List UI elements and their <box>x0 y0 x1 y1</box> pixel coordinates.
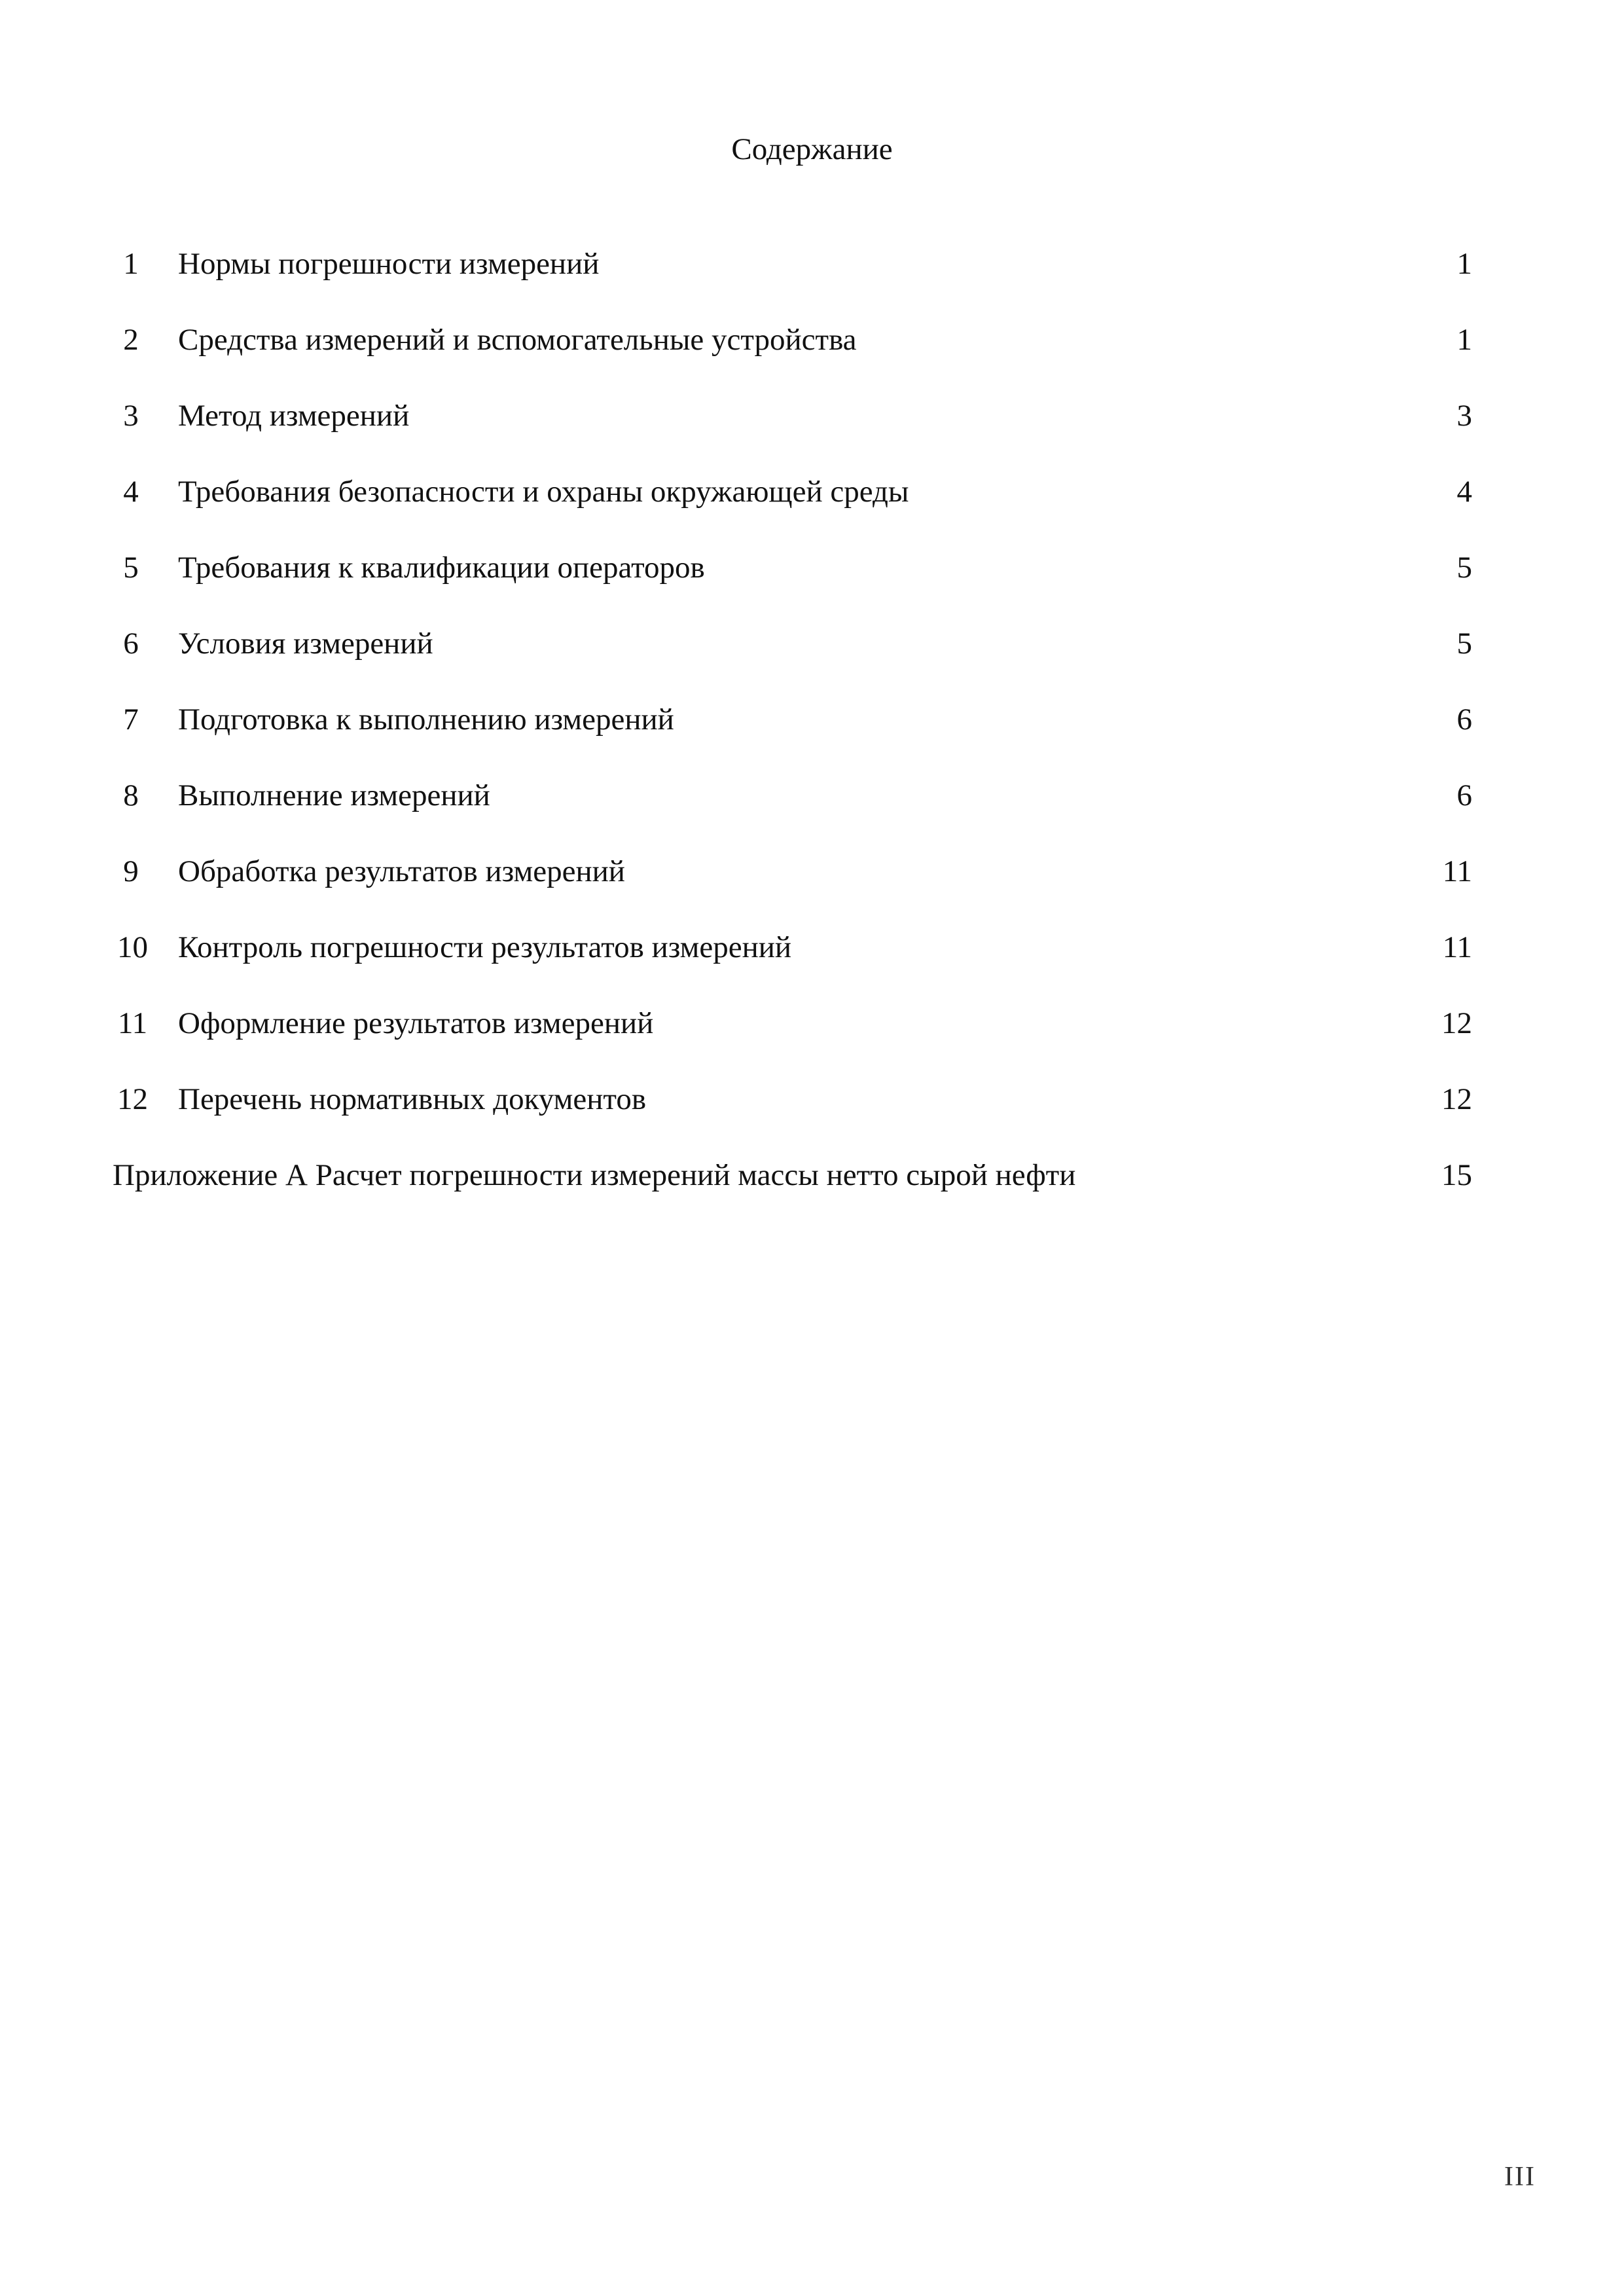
toc-entry <box>0 924 1624 970</box>
toc-entry-title: Средства измерений и вспомогательные устройства <box>178 323 857 357</box>
toc-entry-title: Выполнение измерений <box>178 778 490 812</box>
toc-entry-page: 1 <box>1456 323 1472 357</box>
toc-entry-title: Метод измерений <box>178 399 410 433</box>
toc-entry <box>0 621 1624 666</box>
toc-entry-page: 4 <box>1456 475 1472 509</box>
toc-entry-number: 2 <box>123 323 139 357</box>
toc-entry-page: 11 <box>1442 930 1472 964</box>
toc-entry <box>0 773 1624 818</box>
toc-entry-title: Обработка результатов измерений <box>178 854 625 888</box>
toc-entry-title: Подготовка к выполнению измерений <box>178 702 674 737</box>
toc-entry-number: 4 <box>123 475 139 509</box>
toc-entry-page: 11 <box>1442 854 1472 888</box>
toc-entry-number: 6 <box>123 627 139 661</box>
toc-entry-title: Оформление результатов измерений <box>178 1006 654 1040</box>
toc-entry-title: Условия измерений <box>178 627 433 661</box>
toc-entry-page: 12 <box>1441 1082 1472 1116</box>
toc-appendix-entry <box>0 1152 1624 1198</box>
toc-entry-title: Требования безопасности и охраны окружающей среды <box>178 475 909 509</box>
toc-entry-title: Требования к квалификации операторов <box>178 551 705 585</box>
toc-entry <box>0 393 1624 439</box>
toc-entry <box>0 241 1624 287</box>
toc-entry <box>0 1000 1624 1046</box>
toc-entry-number: 9 <box>123 854 139 888</box>
toc-entry-page: 5 <box>1456 627 1472 661</box>
toc-entry-number: 5 <box>123 551 139 585</box>
toc-entry-title: Контроль погрешности результатов измерений <box>178 930 792 964</box>
toc-entry-page: 12 <box>1441 1006 1472 1040</box>
toc-entry <box>0 1076 1624 1122</box>
toc-entry-number: 11 <box>117 1006 148 1040</box>
toc-entry-page: 1 <box>1456 247 1472 281</box>
toc-entry <box>0 848 1624 894</box>
toc-entry-number: 8 <box>123 778 139 812</box>
toc-appendix-page: 15 <box>1441 1158 1472 1192</box>
toc-entry-number: 7 <box>123 702 139 737</box>
toc-entry-page: 5 <box>1456 551 1472 585</box>
toc-entry-number: 1 <box>123 247 139 281</box>
toc-entry <box>0 697 1624 742</box>
toc-entry-page: 6 <box>1456 778 1472 812</box>
page-title: Содержание <box>731 132 893 166</box>
page-number: III <box>1504 2162 1536 2192</box>
toc-entry-title: Нормы погрешности измерений <box>178 247 600 281</box>
toc-entry-page: 3 <box>1456 399 1472 433</box>
toc-entry <box>0 317 1624 363</box>
toc-entry-page: 6 <box>1456 702 1472 737</box>
toc-entry-title: Перечень нормативных документов <box>178 1082 647 1116</box>
toc-entry-number: 12 <box>117 1082 148 1116</box>
toc-entry <box>0 545 1624 591</box>
toc-appendix-title: Приложение А Расчет погрешности измерений массы нетто сырой нефти <box>113 1158 1076 1192</box>
toc-entry <box>0 469 1624 515</box>
toc-entry-number: 10 <box>117 930 148 964</box>
toc-entry-number: 3 <box>123 399 139 433</box>
